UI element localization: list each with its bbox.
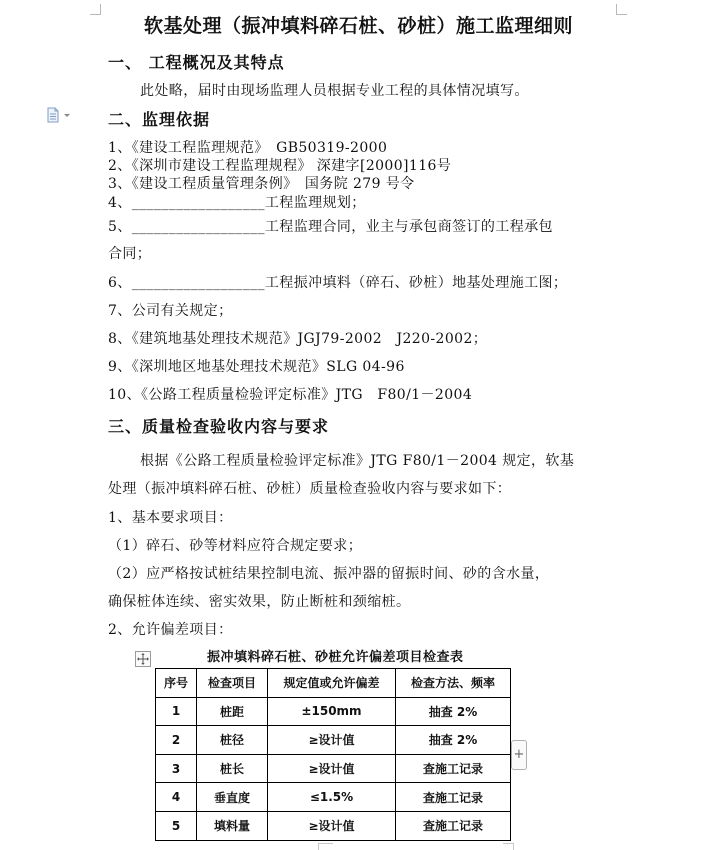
basis-item-continued: 合同； <box>108 246 152 262</box>
move-handle-icon[interactable] <box>135 651 151 667</box>
add-column-button[interactable]: + <box>511 740 527 770</box>
table-row <box>156 811 511 840</box>
table-cell: 桩径 <box>197 726 268 755</box>
allowable-deviation-label: 2、允许偏差项目： <box>108 622 233 638</box>
table-cell: 5 <box>156 811 197 840</box>
table-row <box>156 697 511 726</box>
table-cell: 查施工记录 <box>396 783 511 812</box>
column-header: 检查项目 <box>197 669 268 698</box>
table-cell: 垂直度 <box>197 783 268 812</box>
table-row <box>156 754 511 783</box>
table-cell: 桩距 <box>197 697 268 726</box>
table-cell: ≥设计值 <box>268 811 396 840</box>
basis-item: 10、《公路工程质量检验评定标准》JTG F80/1－2004 <box>108 387 473 403</box>
table-row <box>156 783 511 812</box>
deviation-table <box>155 668 511 841</box>
table-row <box>156 726 511 755</box>
section-2-heading: 二、监理依据 <box>108 110 211 129</box>
requirement-item: （2）应严格按试桩结果控制电流、振冲器的留振时间、砂的含水量， <box>108 566 550 582</box>
table-cell: 抽查 2% <box>396 726 511 755</box>
column-header: 检查方法、频率 <box>396 669 511 698</box>
requirement-item-continued: 确保桩体连续、密实效果，防止断桩和颈缩桩。 <box>108 594 411 610</box>
table-cell: 3 <box>156 754 197 783</box>
column-header: 序号 <box>156 669 197 698</box>
table-cell: 1 <box>156 697 197 726</box>
table-cell: 查施工记录 <box>396 811 511 840</box>
section-3-heading: 三、质量检查验收内容与要求 <box>108 417 330 436</box>
basic-requirements-label: 1、基本要求项目： <box>108 510 233 526</box>
table-cell: ±150mm <box>268 697 396 726</box>
section-1-text: 此处略，届时由现场监理人员根据专业工程的具体情况填写。 <box>140 83 529 99</box>
basis-item: 9、《深圳地区地基处理技术规范》SLG 04-96 <box>108 359 405 375</box>
basis-item: 5、__________________工程监理合同，业主与承包商签订的工程承包 <box>108 219 553 235</box>
document-icon[interactable] <box>46 107 74 123</box>
table-cell: ≥设计值 <box>268 726 396 755</box>
table-cell: ≥设计值 <box>268 754 396 783</box>
table-cell: 抽查 2% <box>396 697 511 726</box>
table-header-row <box>156 669 511 698</box>
basis-item: 8、《建筑地基处理技术规范》JGJ79-2002 J220-2002； <box>108 331 488 347</box>
table-title: 振冲填料碎石桩、砂桩允许偏差项目检查表 <box>207 650 464 665</box>
table-cell: 2 <box>156 726 197 755</box>
table-cell: 查施工记录 <box>396 754 511 783</box>
basis-item: 1、《建设工程监理规范》 GB50319-2000 <box>108 140 388 156</box>
column-header: 规定值或允许偏差 <box>268 669 396 698</box>
requirement-item: （1）碎石、砂等材料应符合规定要求； <box>108 538 363 554</box>
table-cell: 桩长 <box>197 754 268 783</box>
section-3-paragraph-continued: 处理（振冲填料碎石桩、砂桩）质量检查验收内容与要求如下： <box>108 481 512 497</box>
basis-item: 2、《深圳市建设工程监理规程》 深建字[2000]116号 <box>108 158 452 174</box>
table-cell: ≤1.5% <box>268 783 396 812</box>
document-title: 软基处理（振冲填料碎石桩、砂桩）施工监理细则 <box>143 15 573 37</box>
basis-item: 4、__________________工程监理规划； <box>108 195 366 211</box>
section-1-heading: 一、 工程概况及其特点 <box>108 53 285 72</box>
table-cell: 填料量 <box>197 811 268 840</box>
basis-item: 3、《建设工程质量管理条例》 国务院 279 号令 <box>108 176 415 192</box>
section-3-paragraph: 根据《公路工程质量检验评定标准》JTG F80/1－2004 规定，软基 <box>140 453 575 469</box>
basis-item: 7、公司有关规定； <box>108 303 233 319</box>
table-cell: 4 <box>156 783 197 812</box>
basis-item: 6、__________________工程振冲填料（碎石、砂桩）地基处理施工图； <box>108 275 568 291</box>
